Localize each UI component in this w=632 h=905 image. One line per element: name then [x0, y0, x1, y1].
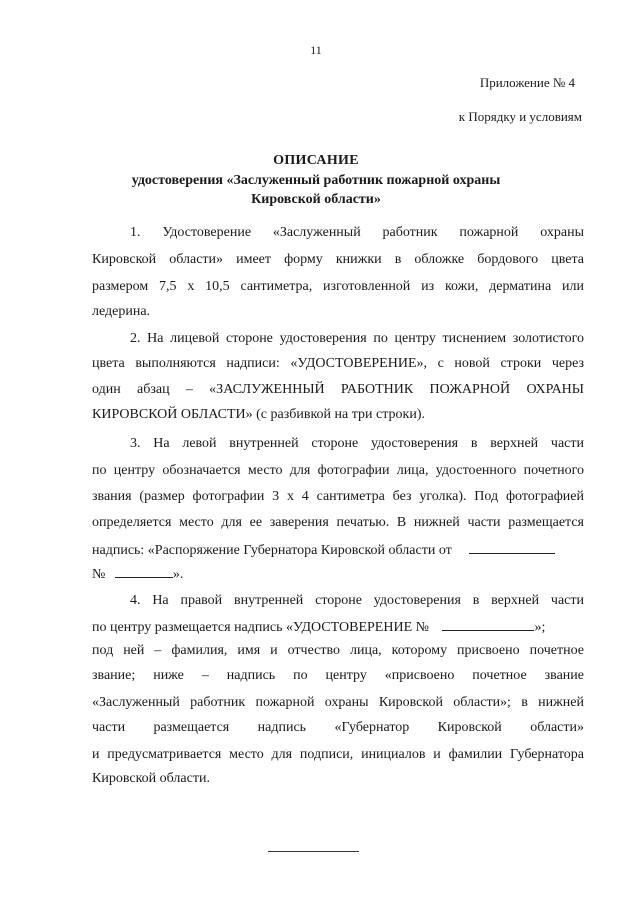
annex-title: Приложение № 4	[479, 75, 575, 90]
paragraph-4-line: части размещается надпись «Губернатор Кировской области»	[92, 720, 584, 735]
closing-quote: »;	[534, 620, 546, 635]
document-subtitle-line-2: Кировской области»	[251, 192, 381, 207]
paragraph-4-line: «Заслуженный работник пожарной охраны Кировской области»; в нижней	[92, 695, 584, 710]
paragraph-4-line: звание; ниже – надпись по центру «присвоено почетное звание	[92, 668, 584, 683]
paragraph-2-line: один абзац – «ЗАСЛУЖЕННЫЙ РАБОТНИК ПОЖАРНОЙ ОХРАНЫ	[92, 382, 584, 397]
date-blank-field	[469, 540, 555, 554]
annex-reference: к Порядку и условиям	[458, 109, 582, 124]
footer-separator-line	[268, 851, 359, 852]
paragraph-1-line: ледерина.	[92, 304, 151, 319]
paragraph-3-line	[92, 564, 584, 584]
document-title: ОПИСАНИЕ	[273, 153, 359, 168]
paragraph-1-line: размером 7,5 х 10,5 сантиметра, изготовленной из кожи, дерматина или	[92, 279, 584, 294]
paragraph-4-line: и предусматривается место для подписи, инициалов и фамилии Губернатора	[92, 747, 584, 762]
paragraph-4-line: 4. На правой внутренней стороне удостоверения в верхней части	[130, 593, 584, 608]
certificate-number-text: по центру размещается надпись «УДОСТОВЕРЕНИЕ №	[92, 620, 429, 635]
paragraph-2-line: КИРОВСКОЙ ОБЛАСТИ» (с разбивкой на три строки).	[92, 407, 425, 422]
paragraph-3-line: определяется место для ее заверения печатью. В нижней части размещается	[92, 515, 584, 530]
certificate-number-blank	[442, 617, 534, 631]
paragraph-2-line: 2. На лицевой стороне удостоверения по центру тиснением золотистого	[130, 331, 584, 346]
paragraph-3-line	[92, 540, 584, 560]
document-subtitle-line-1: удостоверения «Заслуженный работник пожарной охраны	[131, 173, 501, 188]
paragraph-3-line: звания (размер фотографии 3 х 4 сантиметра без уголка). Под фотографией	[92, 489, 584, 504]
paragraph-1-line: 1. Удостоверение «Заслуженный работник пожарной охраны	[130, 225, 584, 240]
paragraph-4-line	[92, 617, 584, 637]
page-number: 11	[310, 43, 322, 57]
paragraph-1-line: Кировской области» имеет форму книжки в обложке бордового цвета	[92, 252, 584, 267]
number-sign: №	[92, 567, 106, 582]
paragraph-2-line: цвета выполняются надписи: «УДОСТОВЕРЕНИЕ», с новой строки через	[92, 356, 584, 371]
order-text: надпись: «Распоряжение Губернатора Кировской области от	[92, 543, 452, 558]
paragraph-4-line: Кировской области.	[92, 771, 210, 786]
closing-quote: ».	[172, 567, 184, 582]
paragraph-3-line: 3. На левой внутренней стороне удостоверения в верхней части	[130, 436, 584, 451]
number-blank-field	[115, 564, 173, 578]
paragraph-3-line: по центру обозначается место для фотографии лица, удостоенного почетного	[92, 463, 584, 478]
paragraph-4-line: под ней – фамилия, имя и отчество лица, которому присвоено почетное	[92, 643, 584, 658]
